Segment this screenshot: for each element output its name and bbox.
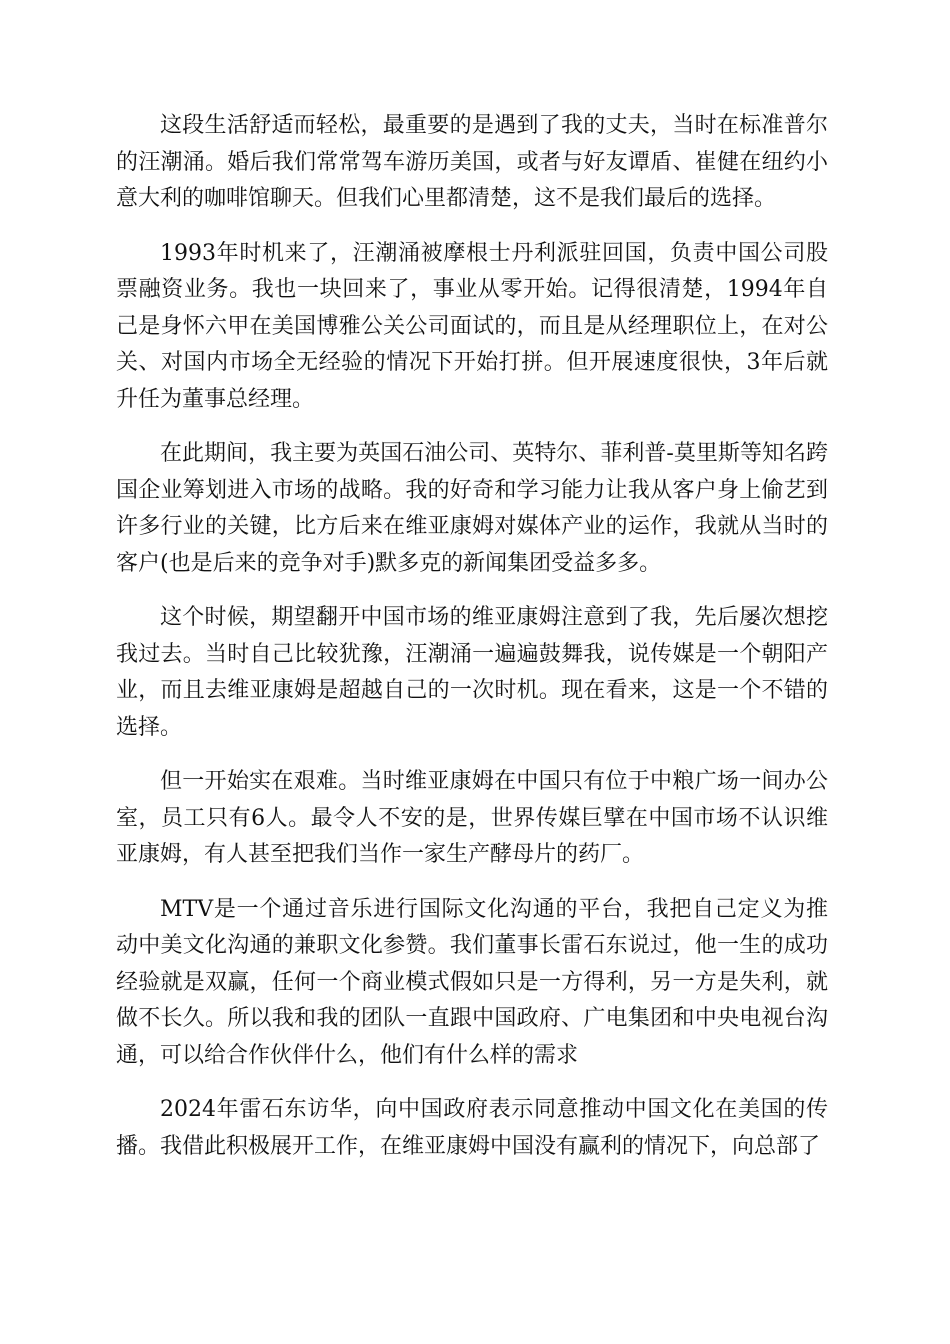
paragraph-2: 1993年时机来了，汪潮涌被摩根士丹利派驻回国，负责中国公司股票融资业务。我也一块回来了，事业从零开始。记得很清楚，1994年自己是身怀六甲在美国博雅公关公司面试的，而且是从经理职位上，在对公关、对国内市场全无经验的情况下开始打拼。但开展速度很快，3年后就升任为董事总经理。 [116, 240, 828, 412]
paragraph-1: 这段生活舒适而轻松，最重要的是遇到了我的丈夫，当时在标准普尔的汪潮涌。婚后我们常常驾车游历美国，或者与好友谭盾、崔健在纽约小意大利的咖啡馆聊天。但我们心里都清楚，这不是我们最后的选择。 [116, 113, 828, 211]
paragraph-3: 在此期间，我主要为英国石油公司、英特尔、菲利普-莫里斯等知名跨国企业筹划进入市场的战略。我的好奇和学习能力让我从客户身上偷艺到许多行业的关键，比方后来在维亚康姆对媒体产业的运作，我就从当时的客户(也是后来的竞争对手)默多克的新闻集团受益多多。 [116, 441, 828, 576]
paragraph-6: MTV是一个通过音乐进行国际文化沟通的平台，我把自己定义为推动中美文化沟通的兼职文化参赞。我们董事长雷石东说过，他一生的成功经验就是双赢，任何一个商业模式假如只是一方得利，另一方是失利，就做不长久。所以我和我的团队一直跟中国政府、广电集团和中央电视台沟通，可以给合作伙伴什么，他们有什么样的需求 [116, 896, 828, 1068]
document-body [116, 108, 828, 1183]
paragraph-4: 这个时候，期望翻开中国市场的维亚康姆注意到了我，先后屡次想挖我过去。当时自己比较犹豫，汪潮涌一遍遍鼓舞我，说传媒是一个朝阳产业，而且去维亚康姆是超越自己的一次时机。现在看来，这是一个不错的选择。 [116, 605, 828, 740]
paragraph-5: 但一开始实在艰难。当时维亚康姆在中国只有位于中粮广场一间办公室，员工只有6人。最令人不安的是，世界传媒巨擘在中国市场不认识维亚康姆，有人甚至把我们当作一家生产酵母片的药厂。 [116, 769, 828, 867]
paragraph-7: 2024年雷石东访华，向中国政府表示同意推动中国文化在美国的传播。我借此积极展开工作，在维亚康姆中国没有赢利的情况下，向总部了 [116, 1097, 828, 1159]
